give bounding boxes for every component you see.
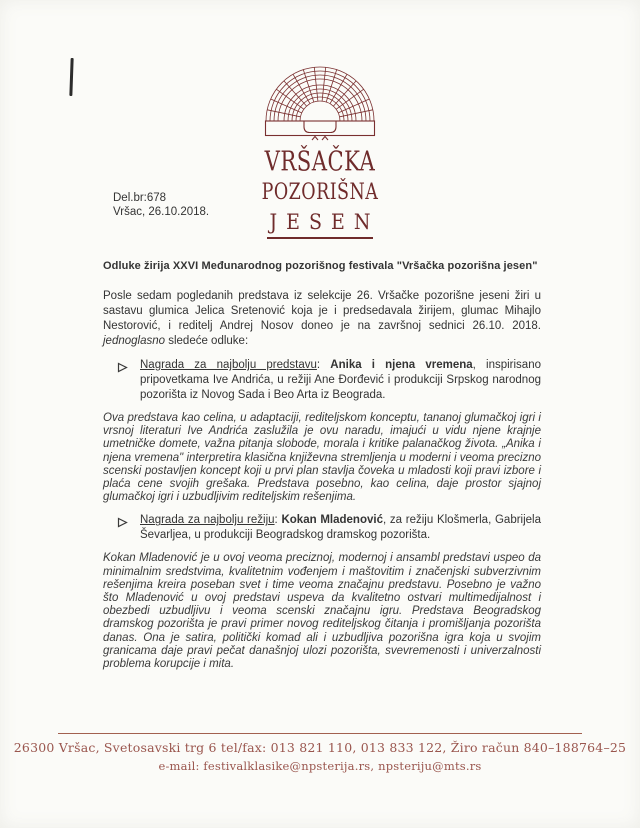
award-details: , inspirisano pripovetkama Ive Andrića, u režiji Ane Đorđević i produkciji Srpskog narodnog pozorišta iz Novog Sada i Beo Arta iz Beograda. — [140, 359, 541, 401]
award-item-best-production — [103, 358, 541, 403]
footer — [0, 733, 640, 773]
email-label: e-mail: — [158, 759, 204, 773]
email-separator: , — [370, 759, 379, 773]
award-text — [140, 358, 541, 403]
footer-divider — [58, 733, 582, 734]
logo-text-line3: JESEN — [269, 209, 380, 235]
footer-address-line: 26300 Vršac, Svetosavski trg 6 tel/fax: 013 821 110, 013 833 122, Žiro račun 840–188764–25 — [13, 740, 627, 755]
document-meta — [113, 192, 209, 219]
logo-text-line2: POZORIŠNA — [261, 179, 379, 205]
intro-text-after: sledeće odluke: — [165, 335, 249, 347]
logo-underline — [267, 237, 373, 239]
award-details: , za režiju Klošmerla, Gabrijela Ševarljea, u produkciji Beogradskog dramskog pozorišta. — [140, 514, 542, 542]
award-label: Nagrada za najbolju režiju — [140, 514, 275, 527]
place-and-date: Vršac, 26.10.2018. — [113, 205, 210, 218]
award-text — [140, 513, 541, 543]
scan-mark-artifact — [69, 58, 73, 96]
festival-logo — [240, 56, 400, 239]
document-body — [103, 260, 541, 671]
award-colon: : — [316, 359, 331, 371]
reference-number: Del.br:678 — [113, 192, 167, 204]
logo-text-line1: VRŠAČKA — [264, 146, 376, 178]
email-address-1: festivalklasike@npsterija.rs — [203, 759, 371, 773]
award-commentary-best-production: Ova predstava kao celina, u adaptaciji, rediteljskom konceptu, tananoj glumačkoj igri i vrsnoj literaturi Ive Andrića zaslužila je ovu naradu, imajući u vidu njene krajnje umetničke domete, važna pitanja slobode, morala i kritike palanačkog života. „Anika i njena vremena" interpretira klasična književna stremljenja u moderni i veoma precizno scenski postavljen koncept koji u prvi plan stavlja čoveka u mladosti koji pravi izbore i plaća cene svojih grešaka. Predstava posebno, kao celina, daje prostor sjajnoj glumačkoj igri i uzbudljivim rediteljskim rešenjima. — [103, 412, 541, 504]
document-title: Odluke žirija XXVI Međunarodnog pozorišnog festivala "Vršačka pozorišna jesen" — [103, 260, 538, 272]
award-label: Nagrada za najbolju predstavu — [140, 359, 317, 371]
award-item-best-direction — [103, 513, 541, 543]
arrow-bullet-icon — [117, 360, 128, 378]
footer-email-line — [0, 759, 640, 773]
email-address-2: npsteriju@mts.rs — [378, 759, 482, 773]
arrow-bullet-icon — [117, 515, 128, 533]
award-commentary-best-direction: Kokan Mladenović je u ovoj veoma preciznoj, modernoj i ansambl predstavi uspeo da minimalnim sredstvima, kvalitetnim vođenjem i maštovitim i značenjski subverzivnim rešenjima kreira poseban svet i time veoma značajnu predstavu. Posebno je važno što Mladenović u ovoj predstavi uspeva da kvalitetno ostvari multimedijalnost i obezbedi uzbudljivu i veoma scenski značajnu igru. Predstava Beogradskog dramskog pozorišta je pravi primer novog rediteljskog čitanja i promišljanja pozorišta danas. Ona je satira, politički komad ali i uzbudljiva pozorišna igra koja u svojim granicama daje pravi pečat današnjoj ulozi pozorišta, svevremenosti i univerzalnosti problema korupcije i mita. — [103, 552, 541, 671]
amphitheater-icon — [264, 56, 376, 142]
intro-italic-word: jednoglasno — [103, 335, 166, 347]
award-winner: Kokan Mladenović — [281, 514, 383, 527]
award-colon: : — [274, 514, 282, 527]
intro-text: Posle sedam pogledanih predstava iz selekcije 26. Vršačke pozorišne jeseni žiri u sastavu glumica Jelica Sretenović koja je i predsedavala žirijem, glumac Mihajlo Nestorović, i reditelj Andrej Nosov doneo je na završnoj sednici 26.10. 2018. — [103, 290, 541, 332]
intro-paragraph — [103, 289, 541, 349]
award-winner: Anika i njena vremena — [330, 359, 473, 371]
